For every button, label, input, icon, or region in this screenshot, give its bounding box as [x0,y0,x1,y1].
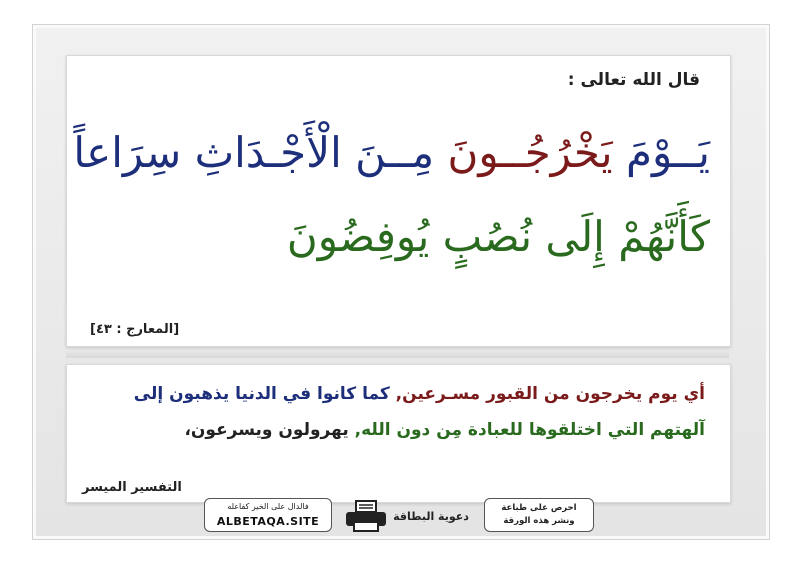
intro-text: قال الله تعالى : [567,70,700,90]
tafsir-line-1 [85,384,705,404]
print-note-badge [484,498,594,532]
verse-phrase-ajdath: مِــنَ الْأَجْـدَاثِ سِرَاعاً [73,128,435,177]
tafsir-source: التفسير الميسر [82,480,182,495]
verse-line-1 [70,128,710,177]
logo-mark [393,498,469,532]
site-url[interactable]: ALBETAQA.SITE [216,515,320,528]
tafsir-segment-1a: أي يوم يخرجون من القبور مسـرعين, [389,384,705,404]
verse-line-2: كَأَنَّهُمْ إِلَى نُصُبٍ يُوفِضُونَ [286,212,710,261]
panel-divider [66,350,729,358]
site-badge[interactable] [204,498,332,532]
tafsir-line-2 [85,420,705,440]
site-tagline: فالدال على الخير كفاعله [227,502,309,511]
footer-bar [204,498,594,532]
verse-word-yawm: يَــوْمَ [612,128,710,177]
tafsir-segment-2a: آلهتهم التي اختلقوها للعبادة مِن دون الله, [348,420,705,440]
verse-word-yakhrujun: يَخْرُجُــونَ [434,128,613,177]
tafsir-segment-2b: يهرولون ويسرعون، [184,420,349,440]
print-note-line-2: ونشر هذه الورقة [503,516,575,526]
logo-text: دعوية البطاقة [393,510,469,523]
verse-reference: [المعارج : ٤٣] [90,322,180,337]
verse-panel [66,55,731,347]
printer-icon [344,500,388,532]
tafsir-segment-1b: كما كانوا في الدنيا يذهبون إلى [133,384,390,404]
print-note-line-1: احرص على طباعة [501,503,577,513]
